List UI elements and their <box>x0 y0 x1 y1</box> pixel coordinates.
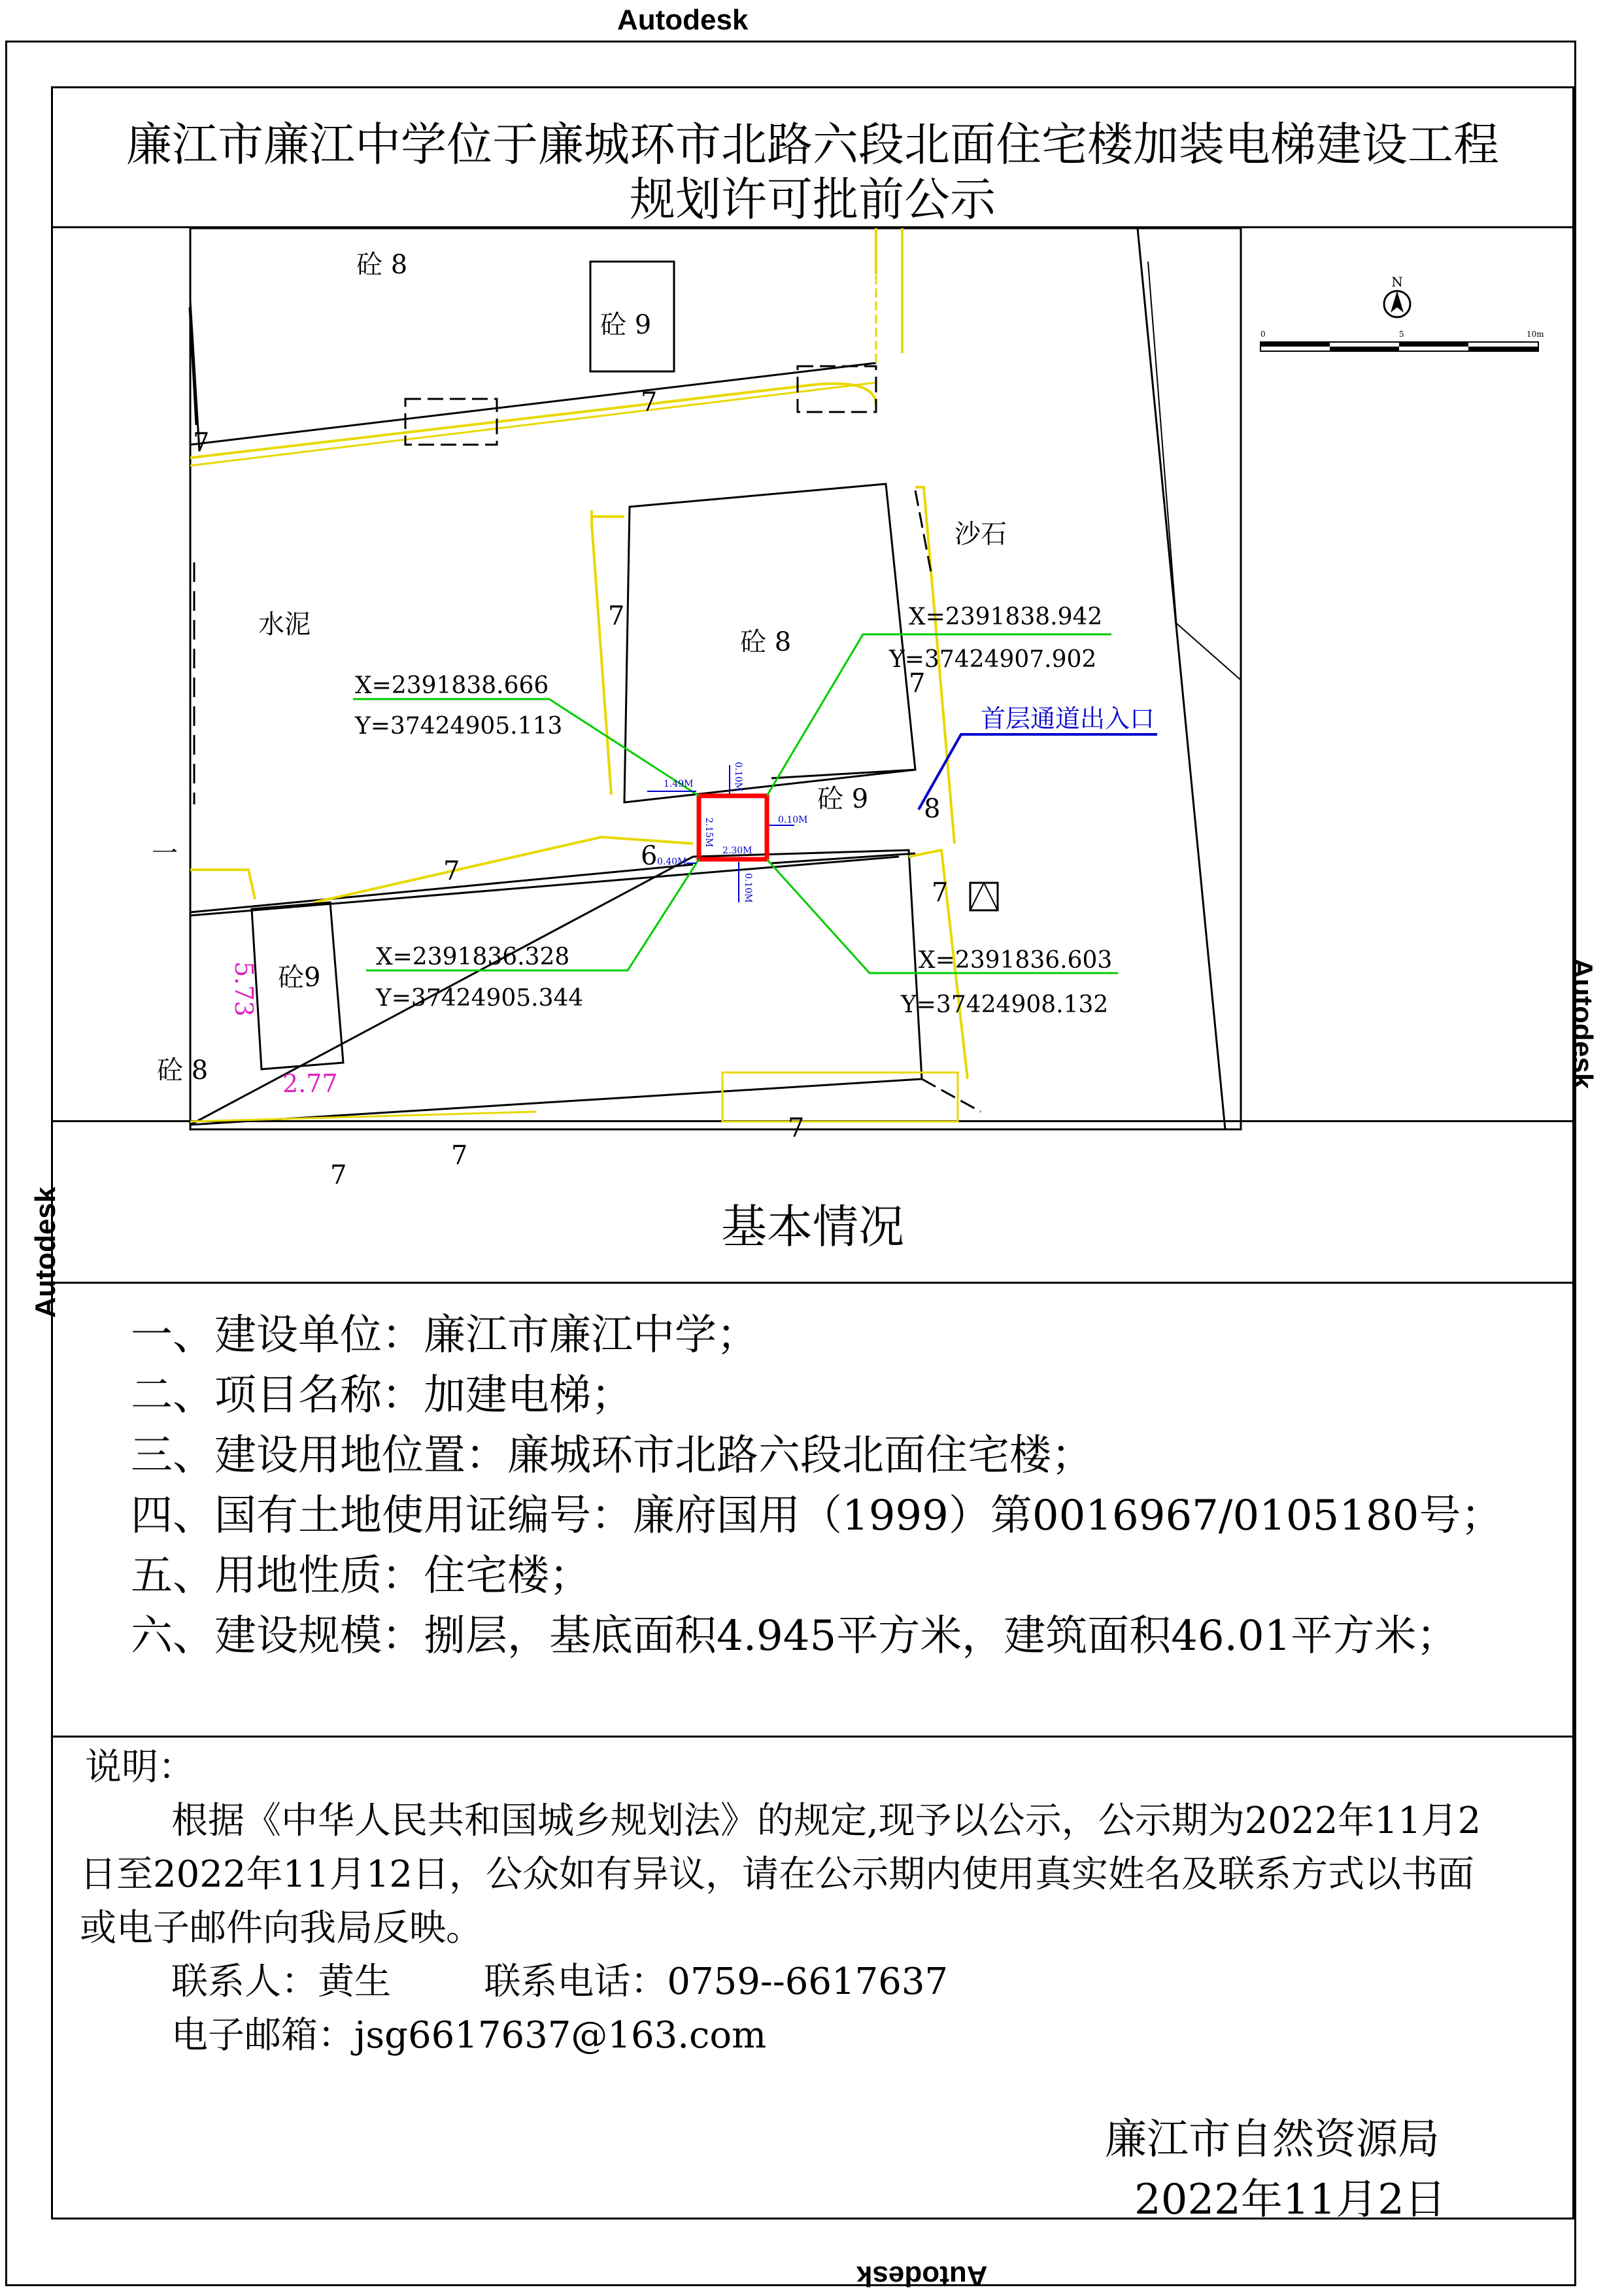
square-symbol <box>970 883 998 910</box>
dim-010-b: 0.10M <box>778 815 808 825</box>
info-item-4: 四、国有土地使用证编号：廉府国用（1999）第0016967/0105180号； <box>131 1492 1503 1540</box>
label-shasi: 沙石 <box>955 519 1007 549</box>
label-road-6: 6 <box>641 841 658 871</box>
info-item-6: 六、建设规模：捌层，基底面积4.945平方米，建筑面积46.01平方米； <box>131 1612 1459 1660</box>
label-road-7a: 7 <box>641 387 658 417</box>
entrance-leader <box>919 734 1157 810</box>
watermark-right: Autodesk <box>1566 957 1599 1089</box>
dashed-bottom-right <box>922 1079 981 1112</box>
watermark-bottom: Autodesk <box>856 2260 988 2292</box>
dashed-right-1 <box>915 490 932 575</box>
coord-4-y: Y=37424908.132 <box>901 991 1109 1018</box>
coord-1-y: Y=37424905.113 <box>355 713 563 740</box>
dim-573: 5.73 <box>229 961 258 1017</box>
label-road-7h: 7 <box>451 1140 468 1171</box>
north-arrow <box>1384 274 1410 317</box>
label-road-7i: 7 <box>330 1160 347 1190</box>
coord-1-x: X=2391838.666 <box>355 672 549 699</box>
label-tong8-left: 砼 8 <box>157 1055 209 1086</box>
label-tong8-center: 砼 8 <box>740 627 792 657</box>
road-lower-left <box>190 870 255 899</box>
scale-label-5: 5 <box>1399 330 1404 339</box>
dim-010-a: 0.10M <box>733 762 743 792</box>
page-title-line-1: 廉江市廉江中学位于廉城环市北路六段北面住宅楼加装电梯建设工程 <box>126 118 1499 171</box>
signature-date: 2022年11月2日 <box>1134 2176 1447 2224</box>
lower-corridor-edge-2 <box>190 865 693 912</box>
coord-4-x: X=2391836.603 <box>919 947 1113 974</box>
notes-email: 电子邮箱：jsg6617637@163.com <box>171 2014 767 2057</box>
section-heading: 基本情况 <box>721 1200 904 1254</box>
divider-info <box>51 1736 1574 1738</box>
watermark-top: Autodesk <box>617 4 749 36</box>
label-shuini: 水泥 <box>258 609 311 640</box>
notes-line-3: 或电子邮件向我局反映。 <box>80 1907 482 1949</box>
label-road-7c: 7 <box>608 601 625 631</box>
scale-bar <box>1260 330 1544 351</box>
label-tong9-top: 砼 9 <box>600 310 652 340</box>
dim-215: 2.15M <box>703 817 714 848</box>
notes-line-1: 根据《中华人民共和国城乡规划法》的规定,现予以公示，公示期为2022年11月2 <box>171 1800 1481 1842</box>
road-top-lower-2 <box>190 383 876 466</box>
label-tong8-top: 砼 8 <box>356 250 408 280</box>
dim-149: 1.49M <box>664 779 694 789</box>
entrance-label: 首层通道出入口 <box>981 704 1155 733</box>
label-road-7f: 7 <box>932 878 949 908</box>
dim-040: 0.40M <box>657 857 687 867</box>
signature-org: 廉江市自然资源局 <box>1105 2116 1440 2164</box>
page-title-line-2: 规划许可批前公示 <box>630 173 996 226</box>
map-boundary-line <box>1138 228 1225 1129</box>
label-road-7e: 7 <box>443 856 460 886</box>
scale-label-0: 0 <box>1260 330 1266 339</box>
watermark-left: Autodesk <box>29 1186 62 1318</box>
label-road-7b: 7 <box>193 428 210 458</box>
label-dash-mark: 一 <box>152 838 178 868</box>
dim-010-c: 0.10M <box>743 873 753 903</box>
dim-277: 2.77 <box>282 1069 338 1098</box>
info-item-5: 五、用地性质：住宅楼； <box>131 1552 591 1600</box>
map-boundary-line-2 <box>1148 262 1177 628</box>
info-item-2: 二、项目名称：加建电梯； <box>131 1371 633 1420</box>
divider-heading <box>51 1282 1574 1284</box>
coord-3-y: Y=37424905.344 <box>376 985 584 1012</box>
notes-line-2: 日至2022年11月12日，公众如有异议，请在公示期内使用真实姓名及联系方式以书面 <box>80 1853 1475 1896</box>
coord-2-y: Y=37424907.902 <box>889 646 1097 673</box>
coord-2-x: X=2391838.942 <box>909 604 1103 630</box>
label-road-7d: 7 <box>909 668 926 698</box>
lower-corridor-edge <box>190 857 899 916</box>
scale-label-10: 10m <box>1527 330 1544 339</box>
label-tong9-left: 砼9 <box>278 963 321 993</box>
label-road-8: 8 <box>924 794 941 824</box>
info-item-1: 一、建设单位：廉江市廉江中学； <box>131 1311 758 1360</box>
map-diagonal <box>1175 622 1241 680</box>
coord-3-x: X=2391836.328 <box>376 944 570 970</box>
road-main-left <box>592 511 624 795</box>
label-tong9-right: 砼 9 <box>817 784 869 814</box>
info-item-3: 三、建设用地位置：廉城环市北路六段北面住宅楼； <box>131 1431 1093 1480</box>
label-road-7g: 7 <box>788 1113 805 1143</box>
dim-230: 2.30M <box>722 846 752 856</box>
notes-contact: 联系人：黄生 联系电话：0759--6617637 <box>171 1961 949 2003</box>
notes-heading: 说明： <box>85 1746 195 1789</box>
top-building-edge <box>190 363 876 445</box>
north-label: N <box>1391 274 1403 290</box>
